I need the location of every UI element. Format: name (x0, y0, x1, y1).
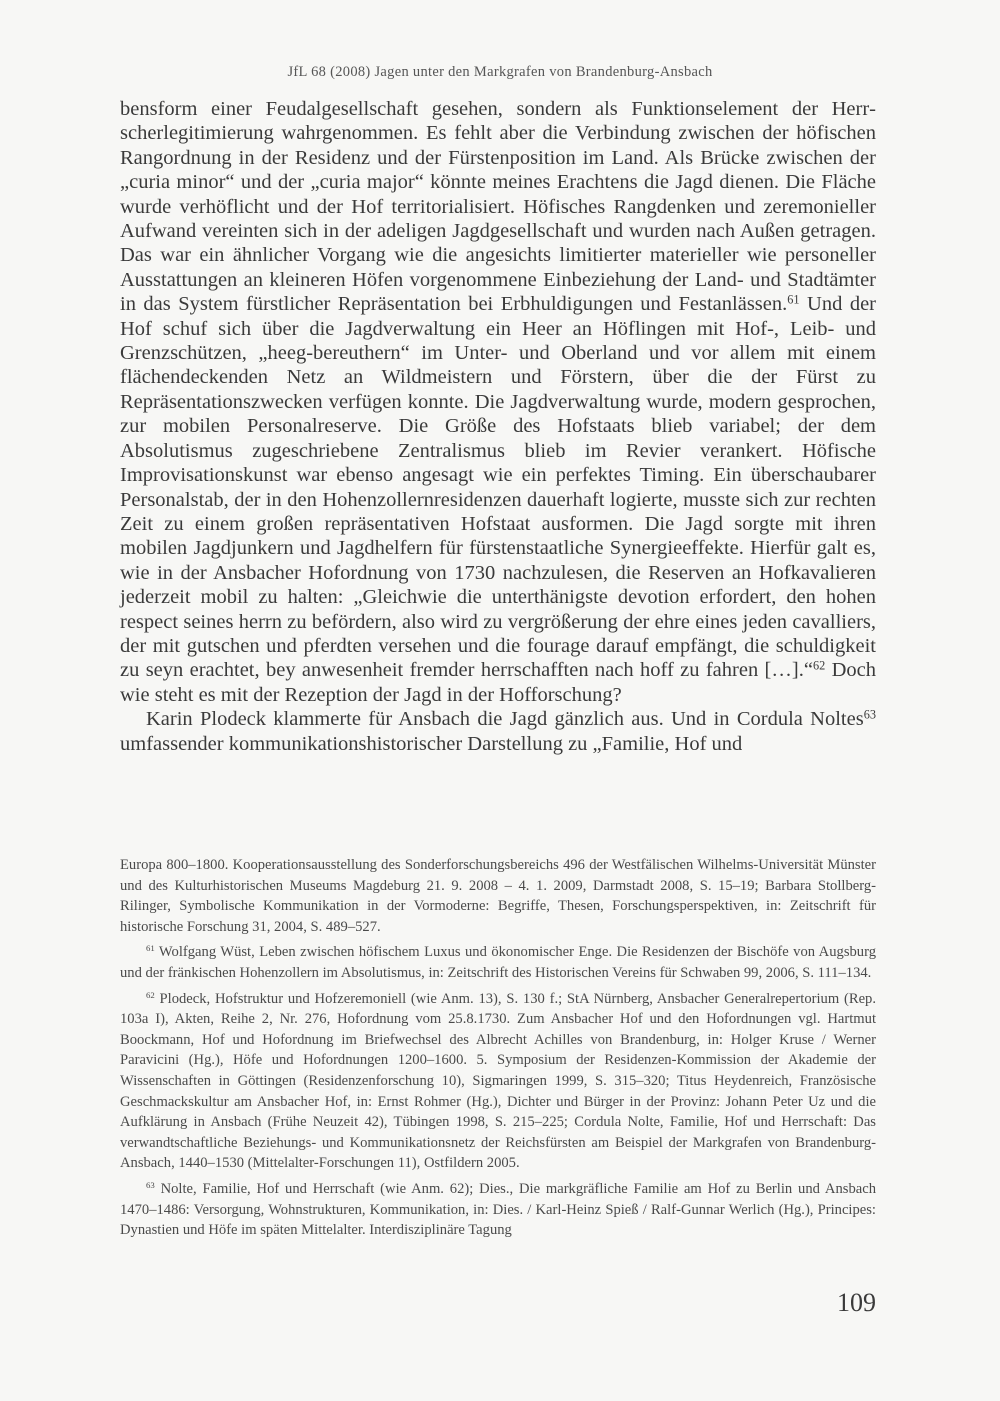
footnote-61-text: Wolfgang Wüst, Leben zwischen höfischem Luxus und ökonomischer Enge. Die Residenzen der Bischöfe von Augsburg und der fränkischen Hohenzollern im Absolutismus, in: Zeitschrift des Historischen Vereins für Schwaben 99, 2006, S. 111–134. (120, 944, 876, 981)
paragraph-1-part-a: bensform einer Feudalgesellschaft gesehen, sondern als Funktionselement der Herrscherlegitimierung wahrgenommen. Es fehlt aber die Verbindung zwischen der höfischen Rangordnung in der Residenz und der Fürstenposition im Land. Als Brücke zwischen der „curia minor“ und der „curia major“ könnte meines Erachtens die Jagd dienen. Die Fläche wurde verhöflicht und der Hof territorialisiert. Höfisches Rangdenken und zeremonieller Aufwand vereinten sich in der adeligen Jagdgesellschaft und wurden nach Außen getragen. Das war ein ähnlicher Vorgang wie die angesichts limitierter materieller wie personeller Ausstattungen an kleineren Höfen vorgenommene Einbeziehung der Land- und Stadtämter in das System fürstlicher Repräsentation bei Erbhuldigungen und Festanlässen. (120, 98, 876, 316)
footnote-62-text: Plodeck, Hofstruktur und Hofzeremoniell (wie Anm. 13), S. 130 f.; StA Nürnberg, Ansbacher Generalrepertorium (Rep. 103a I), Akten, Reihe 2, Nr. 276, Hofordnung vom 25.8.1730. Zum Ansbacher Hof und den Hofordnungen vgl. Hartmut Boockmann, Hof und Hofordnung im Briefwechsel des Albrecht Achilles von Brandenburg, in: Holger Kruse / Werner Paravicini (Hg.), Höfe und Hofordnungen 1200–1600. 5. Symposium der Residenzen-Kommission der Akademie der Wissenschaften in Göttingen (Residenzenforschung 10), Sigmaringen 1999, S. 315–320; Titus Heydenreich, Französische Geschmackskultur am Ansbacher Hof, in: Ernst Rohmer (Hg.), Dichter und Bürger in der Provinz: Johann Peter Uz und die Aufklärung in Ansbach (Frühe Neuzeit 42), Tübingen 1998, S. 215–225; Cordula Nolte, Familie, Hof und Herrschaft: Das verwandtschaftliche Beziehungs- und Kommunikationsnetz der Reichsfürsten am Beispiel der Markgrafen von Brandenburg-Ansbach, 1440–1530 (Mittelalter-Forschungen 11), Ostfildern 2005. (120, 990, 876, 1172)
paragraph-1-part-c: Doch wie steht es mit der Rezeption der Jagd in der Hofforschung? (120, 659, 876, 706)
paragraph-1 (120, 97, 876, 707)
paragraph-2 (120, 707, 876, 756)
paragraph-2-part-b: umfassender kommunikationshistorischer Darstellung zu „Familie, Hof und (120, 732, 743, 755)
footnote-63-text: Nolte, Familie, Hof und Herrschaft (wie Anm. 62); Dies., Die markgräfliche Familie am Hof zu Berlin und Ansbach 1470–1486: Versorgung, Wohnstrukturen, Kommunikation, in: Dies. / Karl-Heinz Spieß / Ralf-Gunnar Werlich (Hg.), Principes: Dynastien und Höfe im späten Mittelalter. Interdisziplinäre Tagung (120, 1180, 876, 1239)
page-number: 109 (837, 1288, 876, 1317)
footnote-61-number: 61 (146, 943, 155, 954)
main-text (120, 97, 876, 756)
footnotes (120, 855, 876, 1246)
footnote-ref-63: 63 (863, 707, 876, 722)
footnote-continuation: Europa 800–1800. Kooperationsausstellung des Sonderforschungsbereichs 496 der Westfälischen Wilhelms-Universität Münster und des Kulturhistorischen Museums Magdeburg 21. 9. 2008 – 4. 1. 2009, Darmstadt 2008, S. 15–19; Barbara Stollberg-Rilinger, Symbolische Kommunikation in der Vormoderne: Begriffe, Thesen, Forschungsperspektiven, in: Zeitschrift für historische Forschung 31, 2004, S. 489–527. (120, 857, 876, 935)
footnote-63 (120, 1179, 876, 1241)
footnote-61 (120, 942, 876, 983)
footnote-62 (120, 989, 876, 1174)
footnote-63-number: 63 (146, 1180, 155, 1191)
paragraph-2-part-a: Karin Plodeck klammerte für Ansbach die Jagd gänzlich aus. Und in Cordula Noltes (146, 708, 864, 731)
running-head: JfL 68 (2008) Jagen unter den Markgrafen von Brandenburg-Ansbach (287, 64, 713, 80)
footnote-62-number: 62 (146, 989, 155, 1000)
footnote-ref-62: 62 (812, 658, 826, 673)
paragraph-1-part-b: Und der Hof schuf sich über die Jagdverwaltung ein Heer an Höflingen mit Hof-, Leib- und Grenzschützen, „heeg-bereuthern“ im Unter- und Oberland und vor allem mit einem flächendeckenden Netz an Wildmeistern und Förstern, über die der Fürst zu Repräsentationszwecken verfügen konnte. Die Jagdverwaltung wurde, modern gesprochen, zur mobilen Personalreserve. Die Größe des Hofstaats blieb variabel; der dem Absolutismus zugeschriebene Zentralismus blieb im Revier verankert. Höfische Improvisationskunst war ebenso angesagt wie ein perfektes Timing. Ein überschaubarer Personalstab, der in den Hohenzollernresidenzen dauerhaft logierte, musste sich zur rechten Zeit zu einem großen repräsentativen Hofstaat ausformen. Die Jagd sorgte mit ihren mobilen Jagdjunkern und Jagdhelfern für fürstenstaatliche Synergieeffekte. Hierfür galt es, wie in der Ansbacher Hofordnung von 1730 nachzulesen, die Reserven an Hofkavalieren jederzeit mobil zu halten: „Gleichwie die unterthänigste devotion erfordert, den hohen respect seines herrn zu befördern, also wird zu vergrößerung der ehre eines jeden cavalliers, der mit gutschen und pferdten versehen und die fourage darauf empfängt, die schuldigkeit zu seyn erachtet, bey anwesenheit fremder herrschafften nach hoff zu fahren […].“ (120, 293, 876, 682)
footnote-ref-61: 61 (787, 292, 800, 307)
